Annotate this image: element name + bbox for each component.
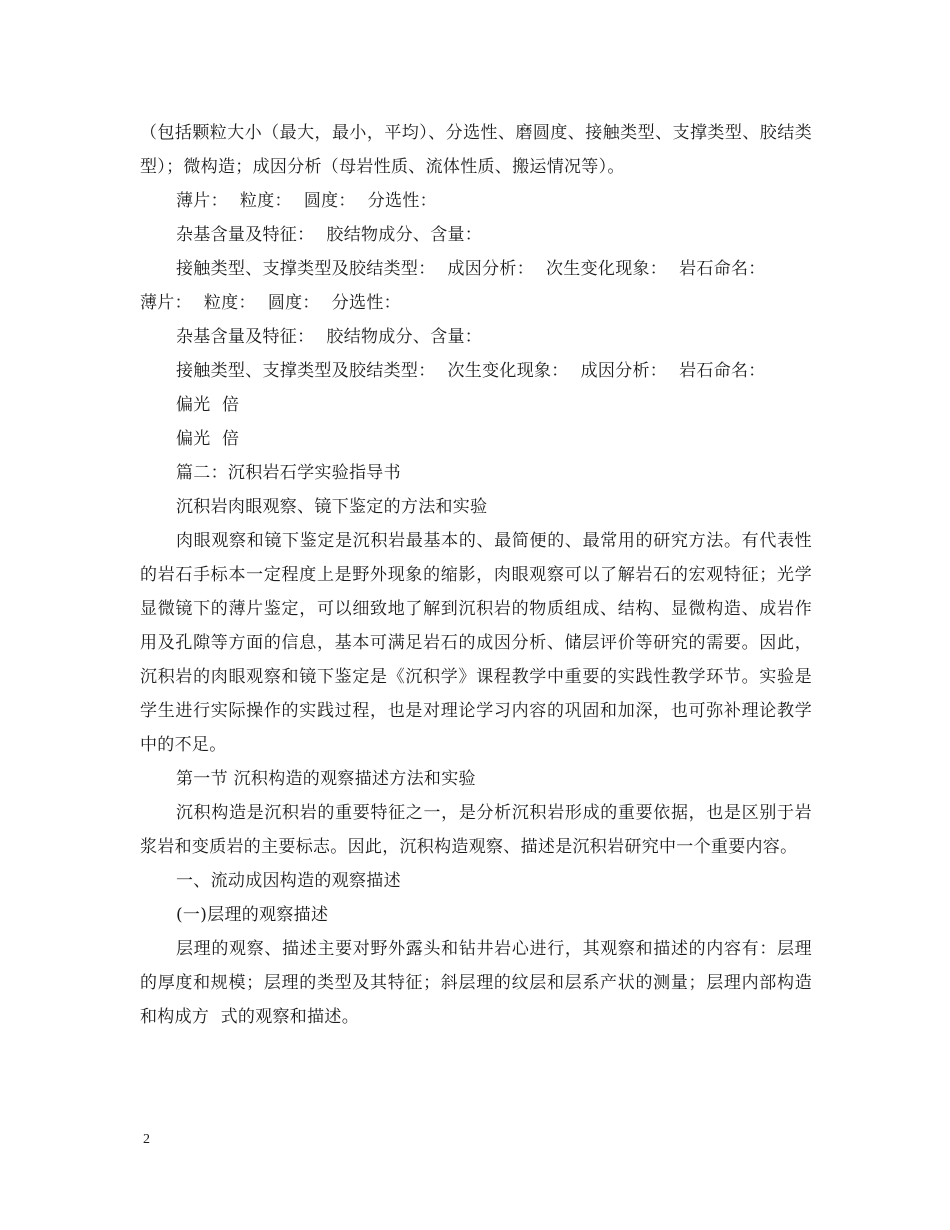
- thin-section-form-line-1: [140, 184, 812, 218]
- field-label: 杂基含量及特征：: [176, 225, 315, 245]
- field-label: 成因分析：: [580, 361, 668, 381]
- field-label: 胶结物成分、含量：: [326, 327, 483, 347]
- field-label: 次生变化现象：: [447, 361, 569, 381]
- field-label: 粒度：: [239, 191, 292, 211]
- thin-section-form-line-5: [140, 320, 812, 354]
- field-label: 分选性：: [367, 191, 437, 211]
- field-label: 圆度：: [267, 293, 320, 313]
- thin-section-form-line-3: [140, 252, 812, 286]
- thin-section-form-line-4: [140, 286, 812, 320]
- field-label: 岩石命名：: [679, 361, 766, 381]
- paragraph-bedding: 层理的观察、描述主要对野外露头和钻井岩心进行，其观察和描述的内容有：层理的厚度和规模；层理的类型及其特征；斜层理的纹层和层系产状的测量；层理内部构造和构成方 式的观察和描述。: [140, 939, 812, 1027]
- polarized-light-label: 偏光 倍: [176, 395, 240, 415]
- page-number: 2: [143, 1132, 150, 1147]
- paragraph-intro: 肉眼观察和镜下鉴定是沉积岩最基本的、最简便的、最常用的研究方法。有代表性的岩石手标本一定程度上是野外现象的缩影，肉眼观察可以了解岩石的宏观特征；光学显微镜下的薄片鉴定，可以细致地了解到沉积岩的物质组成、结构、显微构造、成岩作用及孔隙等方面的信息，基本可满足岩石的成因分析、储层评价等研究的需要。因此，沉积岩的肉眼观察和镜下鉴定是《沉积学》课程教学中重要的实践性教学环节。实验是学生进行实际操作的实践过程，也是对理论学习内容的巩固和加深，也可弥补理论教学中的不足。: [140, 531, 812, 755]
- field-label: 粒度：: [203, 293, 256, 313]
- thin-section-form-line-6: [140, 354, 812, 388]
- field-label: 接触类型、支撑类型及胶结类型：: [176, 259, 436, 279]
- paragraph-grain-description: （包括颗粒大小（最大，最小，平均）、分选性、磨圆度、接触类型、支撑类型、胶结类型）；微构造；成因分析（母岩性质、流体性质、搬运情况等）。: [140, 123, 812, 177]
- paragraph-structures: 沉积构造是沉积岩的重要特征之一，是分析沉积岩形成的重要依据，也是区别于岩浆岩和变质岩的主要标志。因此，沉积构造观察、描述是沉积岩研究中一个重要内容。: [140, 803, 812, 857]
- thin-section-form-line-2: [140, 218, 812, 252]
- field-label: 接触类型、支撑类型及胶结类型：: [176, 361, 436, 381]
- section-heading: 篇二：沉积岩石学实验指导书: [176, 463, 401, 483]
- subheading-bedding: (一)层理的观察描述: [176, 905, 329, 925]
- chapter-heading: 第一节 沉积构造的观察描述方法和实验: [176, 769, 476, 789]
- field-label: 分选性：: [331, 293, 401, 313]
- field-label: 成因分析：: [447, 259, 534, 279]
- field-label: 杂基含量及特征：: [176, 327, 315, 347]
- subsection-heading: 沉积岩肉眼观察、镜下鉴定的方法和实验: [176, 497, 488, 517]
- field-label: 圆度：: [303, 191, 356, 211]
- field-label: 次生变化现象：: [546, 259, 668, 279]
- polarized-light-label: 偏光 倍: [176, 429, 240, 449]
- body-text: [140, 116, 812, 1034]
- subheading-flow-structures: 一、流动成因构造的观察描述: [176, 871, 401, 891]
- field-label: 薄片：: [140, 293, 192, 313]
- field-label: 薄片：: [176, 191, 228, 211]
- field-label: 胶结物成分、含量：: [326, 225, 483, 245]
- field-label: 岩石命名：: [679, 259, 766, 279]
